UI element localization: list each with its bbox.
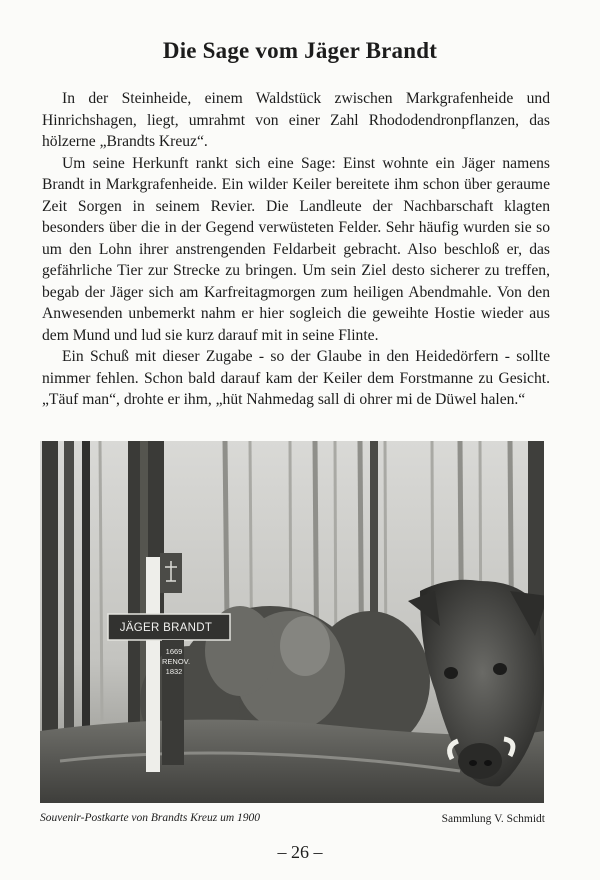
cross-year-line: RENOV. [162, 657, 191, 666]
photo-credit: Sammlung V. Schmidt [441, 813, 545, 825]
cross-sign-text: JÄGER BRANDT [119, 622, 213, 634]
cross-year-line: 1832 [165, 667, 183, 676]
cross-year-line: 1669 [165, 647, 183, 656]
page-number: – 26 – [277, 842, 323, 862]
paragraph-2: Um seine Herkunft rankt sich eine Sage: Einst wohnte ein Jäger namens Brandt in Markgrafenheide. Ein wilder Keiler bereitete ihm schon über geraume Zeit Sorgen in seinem Revier. Die Landleute der Nachbarschaft klagten besonders über die in der Gegend verwüsteten Felder. Sehr häufig wurden sie so um den Lohn ihrer anstrengenden Feldarbeit gebracht. Also beschloß er, das gefährliche Tier zur Strecke zu bringen. Um sein Ziel desto sicherer zu treffen, begab der Jäger sich am Karfreitagmorgen zum heiligen Abendmahle. Von den Anwesenden unbemerkt nahm er hier sogleich die geweihte Hostie wieder aus dem Mund und lud sie kurz darauf mit in seine Flinte. [42, 154, 550, 344]
page-title: Die Sage vom Jäger Brandt [162, 38, 438, 63]
cross-years [162, 647, 191, 677]
paragraph-3: Ein Schuß mit dieser Zugabe - so der Glaube in den Heidedörfern - sollte nimmer fehlen. Schon bald darauf kam der Keiler dem Forstmanne zu Gesicht. „Täuf man“, drohte er ihm, „hüt Nahmedag sall di ohrer mi de Düwel halen.“ [42, 348, 550, 408]
story-text [42, 88, 550, 411]
paragraph-1: In der Steinheide, einem Waldstück zwischen Markgrafenheide und Hinrichshagen, liegt, umrahmt von einer Zahl Rhododendronpflanzen, das hölzerne „Brandts Kreuz“. [42, 90, 550, 150]
photo-caption: Souvenir-Postkarte von Brandts Kreuz um 1900 [40, 812, 261, 824]
